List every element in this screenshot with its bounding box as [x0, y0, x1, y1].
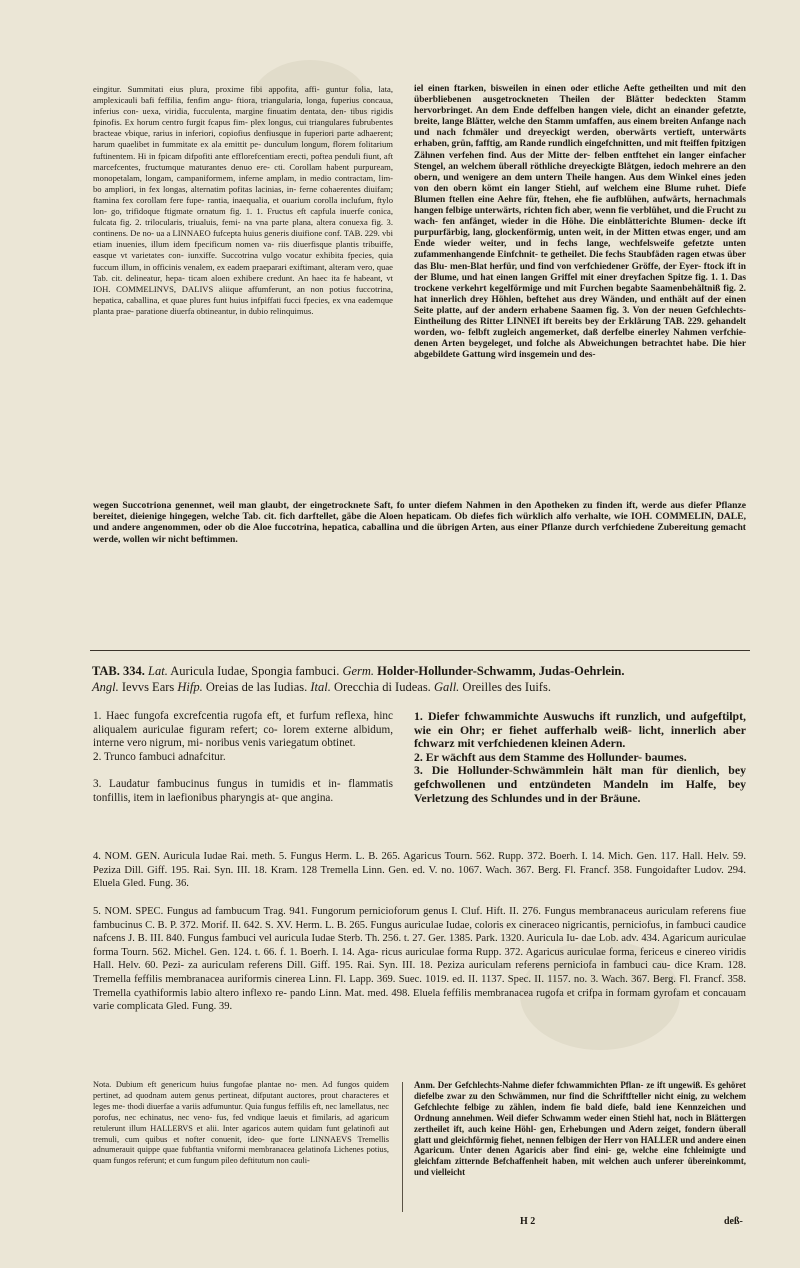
- mid-latin-column: [93, 710, 393, 806]
- lat-name: Auricula Iudae, Spongia fambuci.: [170, 664, 340, 678]
- nom-gen-paragraph: 4. NOM. GEN. Auricula Iudae Rai. meth. 5. Fungus Herm. L. B. 265. Agaricus Tourn. 562. Rupp. 372. Boerh. I. 14. Mich. Gen. 117. Hall. Helv. 59. Peziza Dill. Giff. 195. Rai. Syn. III. 18. Kram. 128 Tremella Linn. Gen. ed. V. no. 1067. Wach. 367. Berg. Fl. Francf. 358. Fungoidafter Ludov. 294. Eluela Gled. Fung. 36.: [93, 851, 746, 890]
- plate-header-line-2: [92, 679, 752, 695]
- ital-name: Orecchia di Iudeas.: [333, 680, 431, 694]
- lat-label: Lat.: [148, 664, 168, 678]
- hisp-name: Oreias de las Iudias.: [205, 680, 308, 694]
- latin-para-2: 2. Trunco fambuci adnafcitur.: [93, 750, 226, 763]
- hisp-label: Hifp.: [177, 680, 203, 694]
- germ-label: Germ.: [342, 664, 375, 678]
- catchword: deß-: [724, 1216, 743, 1227]
- germ-name: Holder-Hollunder-Schwamm, Judas-Oehrlein.: [377, 664, 625, 678]
- plate-header-line-1: [92, 663, 752, 679]
- mid-german-column: [414, 710, 746, 805]
- note-latin-column: Nota. Dubium eft genericum huius fungofae plantae no- men. Ad fungos quidem pertinet, ad quodnam autem genus pertineat, difputant auctores, prout characteres et leges me- thodi diuerfae a variis adfumuntur. Quia fungus feffilis eft, nec lamellatus, nec porofus, nec echinatus, nec veno- fus, fed vndique laeuis et fimilaris, ad agaricum retulerunt illum HALLERVS et alii. Inter agaricos autem quidam funt gelatinofi aut tremuli, cum quibus et nofter conuenit, ideo- que forte LINNAEVS Tremellis adnumerauit quippe quae fubftantia vniformi membranacea gelatinofa Lichenes potius, quam fungos referunt; et cum fungum pileo deftitutum non cauli-: [93, 1080, 389, 1166]
- latin-para-3: 3. Laudatur fambucinus fungus in tumidis et in- flammatis tonfillis, item in laefionibus pharyngis at- que angina.: [93, 778, 393, 804]
- german-para-1: 1. Diefer fchwammichte Auswuchs ift runzlich, und aufgeftilpt, wie ein Ohr; er fiehet aufferhalb weiß- licht, innerlich aber fchwarz mit verfchiedenen kleinen Adern.: [414, 709, 746, 751]
- latin-para-1: 1. Haec fungofa excrefcentia rugofa eft, et furfum reflexa, hinc aliqualem auriculae figuram refert; co- lorem externe albidum, interne vero nigrum, mi- noribus venis variegatum obtinet.: [93, 710, 393, 750]
- note-german-column: Anm. Der Gefchlechts-Nahme diefer fchwammichten Pflan- ze ift ungewiß. Es gehöret diefelbe zwar zu den Schwämmen, nur find die Schriftfteller nicht einig, zu welchem Gefchlechte felbige zu zählen, indem fie bald diefe, bald iene Kennzeichen und Ordnung annehmen. Weil diefer Schwamm weder einen Stiehl hat, noch in Blättergen zertheilet ift, auch keine Höhl- gen, Erhebungen und Adern zeiget, fondern überall glatt und gleichförmig fiehet, nennen felbigen der Herr von HALLER und andere einen Agaricum. Unter denen Agaricis aber find eini- ge, welche eine fchleimigte und gleichfam zitternde Befchaffenheit haben, mit welchen auch unferer übereinkommt, und vielleicht: [414, 1080, 746, 1178]
- gall-label: Gall.: [433, 680, 460, 694]
- top-german-full-width: wegen Succotriona genennet, weil man glaubt, der eingetrocknete Saft, fo unter diefem Nahmen in den Apotheken zu finden ift, werde aus diefer Pflanze bereitet, dieienige hingegen, welche Tab. cit. fich darftellet, gäbe die Aloen hepaticam. Ob diefes fich würklich alfo verhalte, wie IOH. COMMELIN, DALE, und andere angenommen, oder ob die Aloe fuccotrina, hepatica, caballina und die übrigen Arten, aus einer Pflanze durch verfchiedene Zubereitung gemacht werde, wollen wir nicht beftimmen.: [93, 500, 746, 545]
- column-divider: [402, 1082, 403, 1212]
- nom-spec-paragraph: 5. NOM. SPEC. Fungus ad fambucum Trag. 941. Fungorum pernicioforum genus I. Cluf. Hift. II. 276. Fungus membranaceus auriculam referens fiue fambucinus C. B. P. 372. Morif. II. 642. S. XV. Herm. L. B. 265. Fungus auriculae Iudae, coloris ex cineraceo nigricantis, perniciofus, in fambuci caudice nafcens J. B. III. 840. Fungus fambuci vel auricula Iudae Sterb. Th. 256. t. 27. Ger. 1385. Park. 1320. Auricula Iu- dae Lob. adv. 434. Agaricum auriculae forma Tourn. 562. Michel. Gen. 124. t. 66. f. 1. Boerh. I. 14. Aga- ricus auriculae forma Rupp. 372. Agaricus auriculae forma, fericeus e cinereo viridis Hall. Helv. 60. Pezi- za auriculam referens Dill. Giff. 195. Rai. Syn. III. 18. Peziza auriculam referens perniciofa in fambuci cau- dice Kram. 128. Tremella feffilis membranacea auriformis cinerea Linn. Fl. Lapp. 369. Suec. 1019. ed. II. 1137. Spec. II. 1157. no. 3. Wach. 367. Berg. Fl. Francf. 358. Tremella cyathiformis labio altero inflexo re- pando Linn. Mat. med. 498. Eluela feffilis membranacea rugofa et crifpa in formam gyrofam et concauam varie complicata Gled. Fung. 39.: [93, 906, 746, 1013]
- german-para-2: 2. Er wächft aus dem Stamme des Hollunder- baumes.: [414, 749, 687, 764]
- gall-name: Oreilles des Iuifs.: [462, 680, 551, 694]
- top-latin-column: eingitur. Summitati eius plura, proxime fibi appofita, affi- guntur folia, lata, amplexicauli bafi feffilia, fenfim angu- ftiora, triangularia, longa, fuperius concaua, inferius con- uexa, viridia, fucculenta, margine finuatim dentata, den- tibus rigidis fpinofis. Ex horum centro furgit fcapus fim- plex longus, cui triangulares fubrubentes bracteae vbique, rarius in inferiori, copiofius denfiusque in fuperiori parte adhaerent; harum quaelibet in fummitate ex ala emittit pe- dunculum longum, florem folitarium fuftinentem. Hi in fpicam difpofiti ante efflorefcentiam erecti, poftea penduli fiunt, aft marcefcentes, fructumque maturantes denuo ere- cti. Corollam habent purpuream, monopetalam, longam, campaniformem, inferne amplam, in medio contractam, lim- bo ampliori, in fex longas, alternatim pofitas lacinias, in- ferne cohaerentes diuifam; ftamina fex corollam fere fupe- rantia, inaequalia, et ouarium corolla inclufum, ftylo lon- go, trifidoque ftigmate ornatum fig. 1. 1. Fructus eft capfula inuerfe conica, fulcata fig. 2. trilocularis, triualuis, femi- na vna parte plana, altera conuexa fig. 3. continens. De no- ua a LINNAEO fufcepta huius generis diuifione conf. TAB. 229. vbi etiam inuenies, illum idem fpecificum nomen va- riis diuerfisque plantis tribuiffe, easque vt varietates con- iunxiffe. Succotrina vulgo vocatur exhibita fpecies, quia fuccum illum, in officinis venalem, ex eadem praeparari exiftimant, alteram vero, quae Tab. cit. delineatur, hepa- ticam aloen exhibere credunt. An haec ita fe habeant, vt IOH. COMMELINVS, DALIVS aliique affumferunt, an non potius fuccotrina, hepatica, caballina, et quae plures funt huius infpiffati fucci fpecies, ex vna eademque planta prae- paratione diuerfa obtineantur, in dubio relinquimus.: [93, 84, 393, 316]
- german-para-3: 3. Die Hollunder-Schwämmlein hält man für dienlich, bey gefchwollenen und entzündeten Mandeln im Halfe, bey Verletzung des Schlundes und in der Bräune.: [414, 763, 746, 805]
- section-divider: [90, 650, 750, 651]
- ital-label: Ital.: [310, 680, 331, 694]
- angl-name: Ievvs Ears: [121, 680, 175, 694]
- plate-header: [92, 663, 752, 695]
- angl-label: Angl.: [92, 680, 119, 694]
- plate-number: TAB. 334.: [92, 664, 145, 678]
- signature-mark: H 2: [520, 1216, 536, 1227]
- top-german-column: iel einen ftarken, bisweilen in einen oder etliche Aefte getheilten und mit den überbliebenen ausgetrockneten Theilen der Blätter bedeckten Stamm hervorbringet. An dem Ende deffelben hangen viele, dicht an einander gefetzte, breite, lange Blätter, welche den Stamm umfaffen, aus einem breiten Anfange nach und nach fchmäler und dreyeckigt werden, oberwärts vertieft, unterwärts erhaben, grün, fafftig, am Rande rundlich eingefchnitten, und mit fteiffen fpitzigen Zähnen verfehen find. Aus der Mitte der- felben entftehet ein langer einfacher Stengel, an welchem überall röthliche dreyeckigte Blätgen, iedoch mehrere an den obern, und wenigere an dem untern Theile hangen. Aus dem Winkel eines jeden von den obern kömt ein langer Stiehl, auf welchem eine Blume ruhet. Diefe Blumen ftellen eine Aehre für, ftehen, ehe fie aufblühen, aufwärts, hernachmals hangen felbige unterwärts, richten fich aber, wenn fie verblühet, und die Frucht zu wach- fen anfänget, wieder in die Höhe. Die einblätterichte Blumen- decke ift purpurfärbig, lang, glockenförmig, unten weit, in der Mitten etwas enger, und am Ende wieder weiter, und in fechs lange, wechfelsweife gefetzte unten zufammenhangende Einfchnit- te getheilet. Die fechs Staubfäden ragen etwas über das Blu- men-Blat herfür, und find von verfchiedener Gröffe, der Eyer- ftock ift in der Blume, und hat einen langen Griffel mit einer dreyfachen Spitze fig. 1. 1. Das trockene verkehrt kegelförmige und mit Furchen begabte Saamenbehältniß fig. 2. hat innerlich drey Höhlen, beftehet aus drey Wänden, und enthält auf der einen Seite platte, auf der andern erhabene Saamen fig. 3. Von der neuen Gefchlechts-Eintheilung des Ritter LINNEI ift bereits bey der Erklärung TAB. 229. gehandelt worden, wo- felbft zugleich angemerket, daß derfelbe einerley Nahmen verfchie- denen Arten beygeleget, und folche als Abweichungen betrachtet habe. Die hier abgebildete Gattung wird insgemein und des-: [414, 84, 746, 361]
